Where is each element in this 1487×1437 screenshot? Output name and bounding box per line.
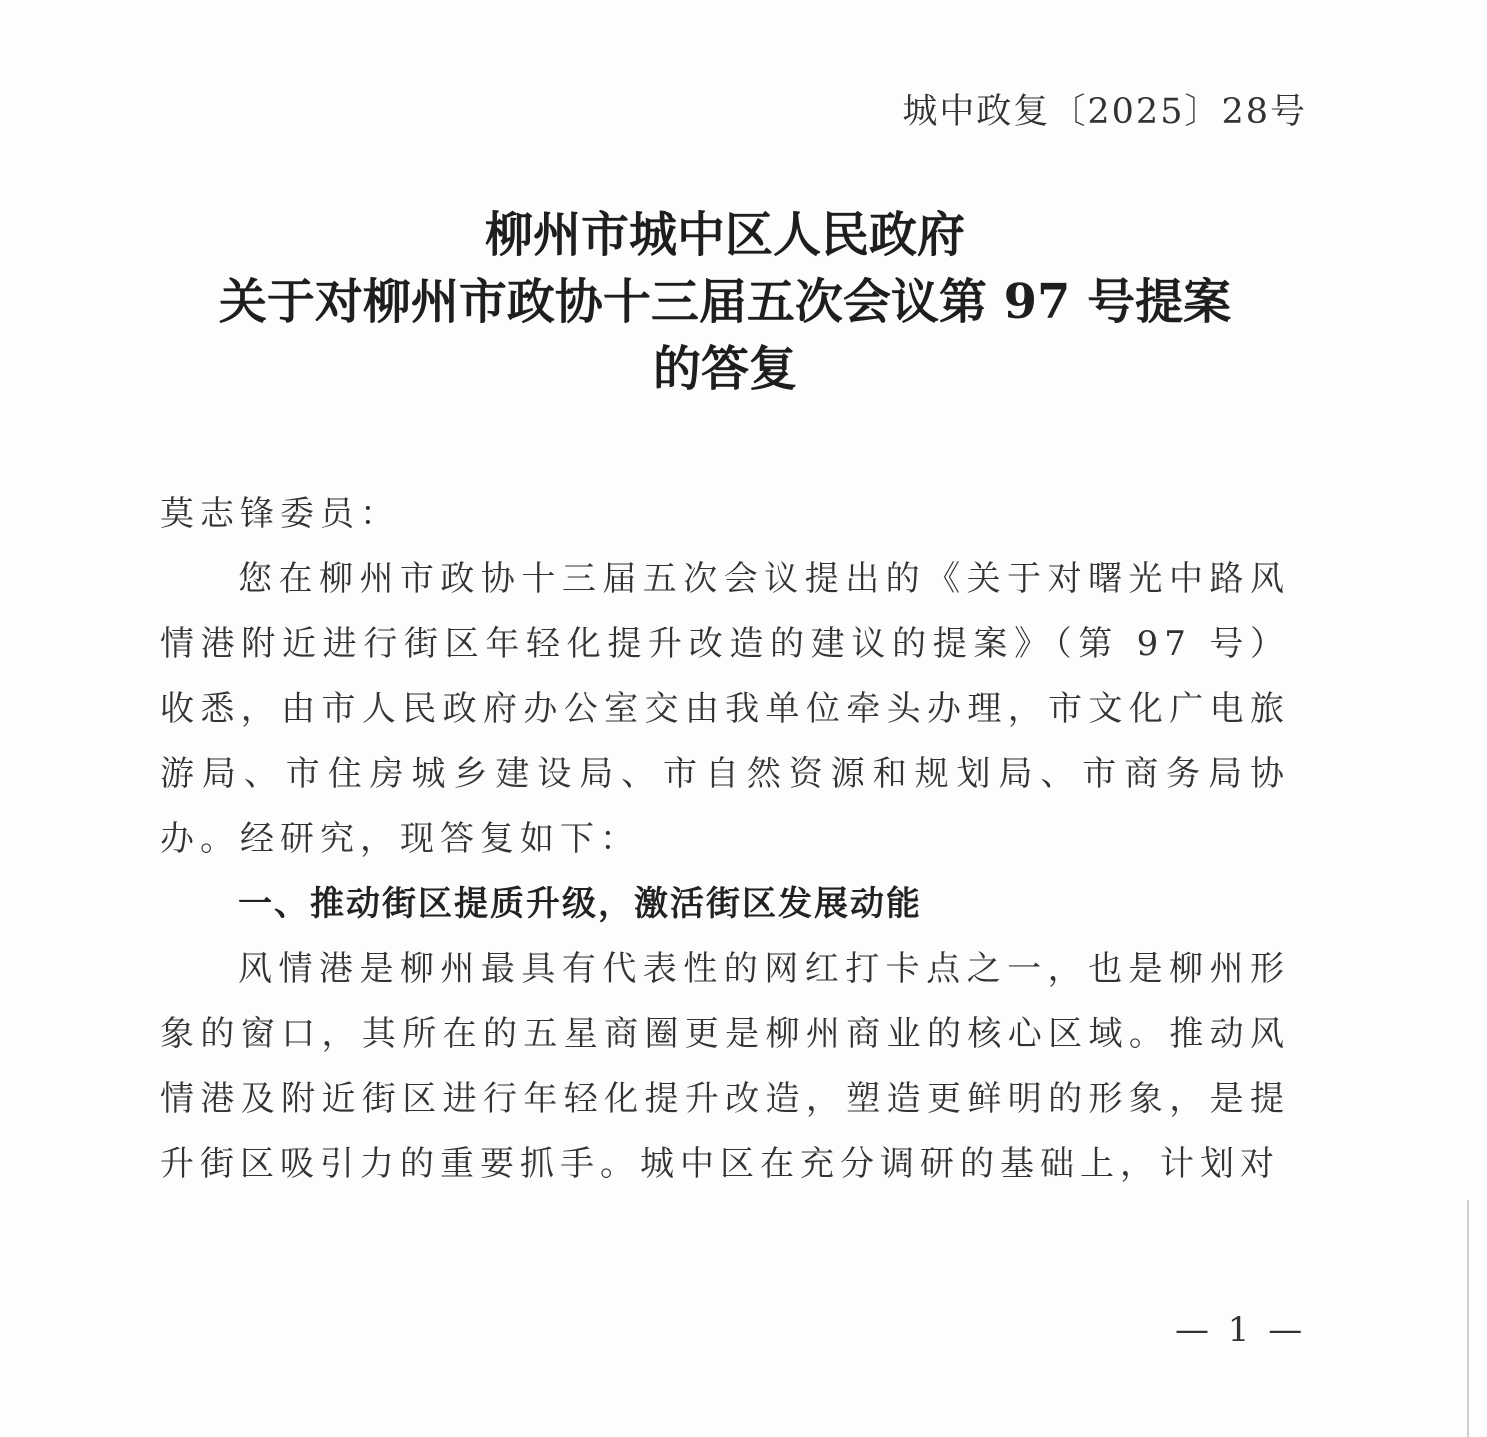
title-line-1: 柳州市城中区人民政府 [484, 207, 965, 263]
section-heading-1: 一、推动街区提质升级，激活街区发展动能 [238, 884, 922, 924]
document-title [160, 202, 1290, 403]
paragraph-2: 风情港是柳州最具有代表性的网红打卡点之一，也是柳州形象的窗口，其所在的五星商圈更是柳州商业的核心区域。推动风情港及附近街区进行年轻化提升改造，塑造更鲜明的形象，是提升街区吸引力的重要抓手。城中区在充分调研的基础上，计划对 [160, 949, 1290, 1184]
salutation: 莫志锋委员： [160, 494, 400, 534]
document-body [160, 482, 1290, 1197]
title-line-2: 关于对柳州市政协十三届五次会议第 97 号提案 [218, 274, 1232, 330]
page-number: — 1 — [1175, 1310, 1307, 1350]
scan-edge-line [1467, 1200, 1469, 1437]
document-number: 城中政复〔2025〕28号 [902, 92, 1307, 132]
title-line-3: 的答复 [652, 341, 797, 397]
paragraph-1: 您在柳州市政协十三届五次会议提出的《关于对曙光中路风情港附近进行街区年轻化提升改造的建议的提案》（第 97 号）收悉，由市人民政府办公室交由我单位牵头办理，市文化广电旅游局、市住房城乡建设局、市自然资源和规划局、市商务局协办。经研究，现答复如下： [160, 559, 1290, 859]
